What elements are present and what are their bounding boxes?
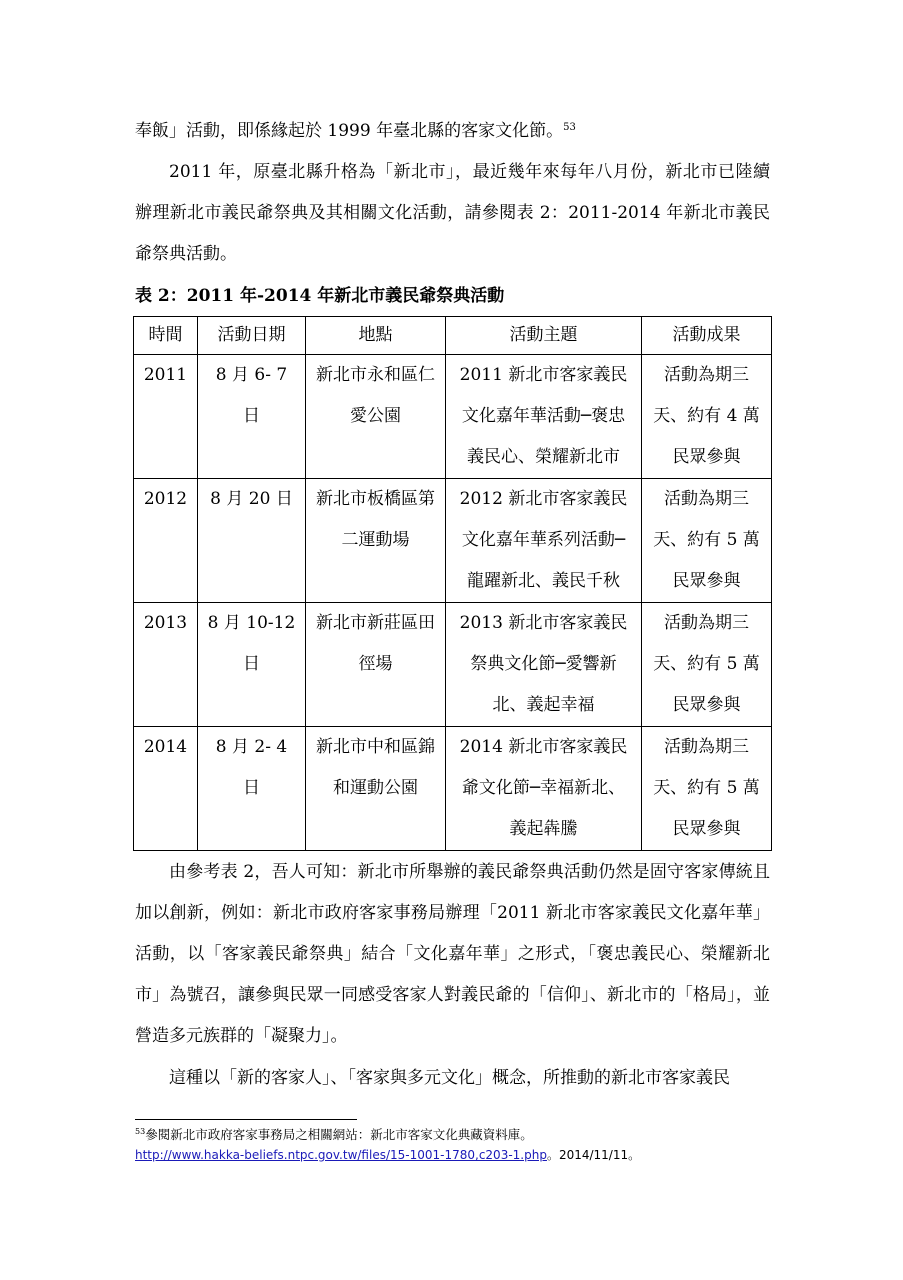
cell-year: 2013 bbox=[134, 603, 198, 727]
table-header-row bbox=[134, 317, 772, 355]
table-row bbox=[134, 727, 772, 851]
footnote-link-line bbox=[135, 1145, 775, 1165]
activity-table bbox=[133, 316, 772, 851]
cell-date: 8 月 6- 7 日 bbox=[198, 355, 306, 479]
cell-date: 8 月 2- 4 日 bbox=[198, 727, 306, 851]
cell-result: 活動為期三天、約有 5 萬民眾參與 bbox=[642, 727, 772, 851]
header-time: 時間 bbox=[134, 317, 198, 355]
cell-theme: 2012 新北市客家義民文化嘉年華系列活動─龍躍新北、義民千秋 bbox=[446, 479, 642, 603]
footnote-url-link[interactable]: http://www.hakka-beliefs.ntpc.gov.tw/files/15-1001-1780,c203-1.php bbox=[135, 1148, 547, 1162]
table-row bbox=[134, 479, 772, 603]
cell-date: 8 月 20 日 bbox=[198, 479, 306, 603]
footnote-number: 53 bbox=[135, 1127, 146, 1136]
cell-location: 新北市新莊區田徑場 bbox=[306, 603, 446, 727]
header-result: 活動成果 bbox=[642, 317, 772, 355]
cell-result: 活動為期三天、約有 5 萬民眾參與 bbox=[642, 479, 772, 603]
paragraph-4: 這種以「新的客家人」、「客家與多元文化」概念，所推動的新北市客家義民 bbox=[169, 1068, 730, 1088]
table-caption: 表 2：2011 年-2014 年新北市義民爺祭典活動 bbox=[135, 286, 505, 306]
paragraph-1-text: 奉飯」活動，即係緣起於 1999 年臺北縣的客家文化節。 bbox=[135, 121, 564, 141]
cell-location: 新北市永和區仁愛公園 bbox=[306, 355, 446, 479]
header-location: 地點 bbox=[306, 317, 446, 355]
cell-result: 活動為期三天、約有 5 萬民眾參與 bbox=[642, 603, 772, 727]
paragraph-2: 2011 年，原臺北縣升格為「新北市」，最近幾年來每年八月份，新北市已陸續辦理新北市義民爺祭典及其相關文化活動，請參閱表 2：2011-2014 年新北市義民爺祭典活動。 bbox=[135, 162, 770, 264]
cell-location: 新北市板橋區第二運動場 bbox=[306, 479, 446, 603]
footnote-text bbox=[135, 1125, 775, 1145]
cell-location: 新北市中和區錦和運動公園 bbox=[306, 727, 446, 851]
table-row bbox=[134, 355, 772, 479]
footnote-access-date: 。2014/11/11。 bbox=[546, 1148, 641, 1162]
cell-date: 8 月 10-12 日 bbox=[198, 603, 306, 727]
cell-theme: 2013 新北市客家義民祭典文化節─愛響新北、義起幸福 bbox=[446, 603, 642, 727]
header-theme: 活動主題 bbox=[446, 317, 642, 355]
table-row bbox=[134, 603, 772, 727]
cell-year: 2012 bbox=[134, 479, 198, 603]
footnote-separator bbox=[135, 1119, 357, 1120]
footnote-ref[interactable]: 53 bbox=[563, 122, 576, 133]
cell-year: 2014 bbox=[134, 727, 198, 851]
paragraph-1 bbox=[135, 111, 770, 152]
footnote-description: 參閱新北市政府客家事務局之相關網站：新北市客家文化典藏資料庫。 bbox=[145, 1127, 533, 1142]
cell-year: 2011 bbox=[134, 355, 198, 479]
cell-theme: 2014 新北市客家義民爺文化節─幸福新北、義起犇騰 bbox=[446, 727, 642, 851]
paragraph-3: 由參考表 2，吾人可知：新北市所舉辦的義民爺祭典活動仍然是固守客家傳統且加以創新，例如：新北市政府客家事務局辦理「2011 新北市客家義民文化嘉年華」活動，以「客家義民爺祭典」結合「文化嘉年華」之形式，「褒忠義民心、榮耀新北市」為號召，讓參與民眾一同感受客家人對義民爺的「信仰」、新北市的「格局」，並營造多元族群的「凝聚力」。 bbox=[135, 862, 770, 1046]
cell-theme: 2011 新北市客家義民文化嘉年華活動─褒忠義民心、榮耀新北市 bbox=[446, 355, 642, 479]
cell-result: 活動為期三天、約有 4 萬民眾參與 bbox=[642, 355, 772, 479]
header-date: 活動日期 bbox=[198, 317, 306, 355]
